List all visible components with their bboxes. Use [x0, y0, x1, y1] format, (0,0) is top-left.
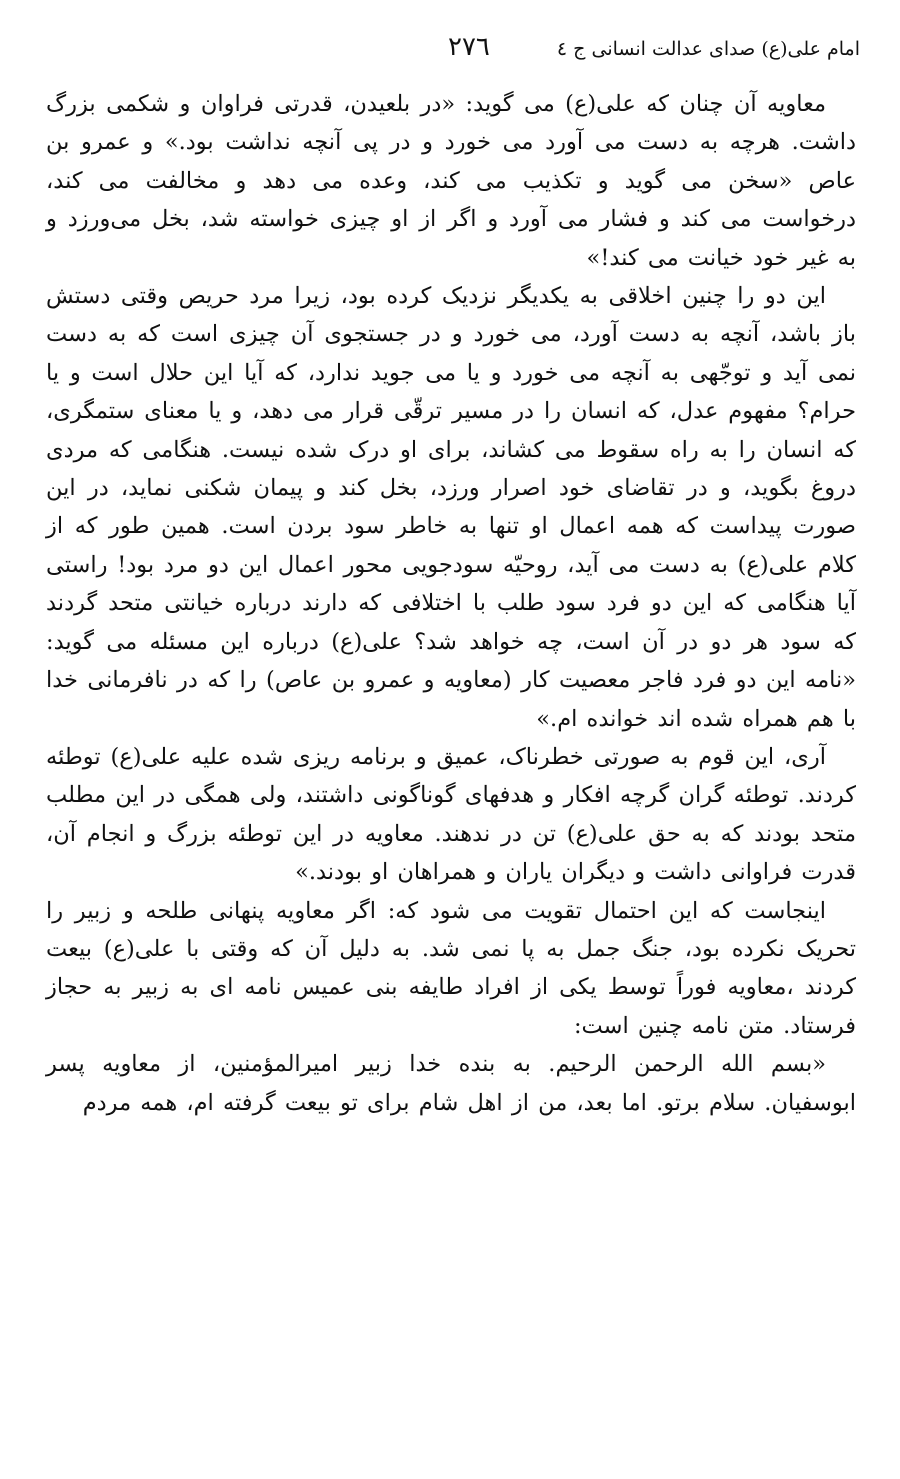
- page-number: ٢٧٦: [448, 32, 490, 62]
- paragraph-1: معاویه آن چنان که علی(ع) می گوید: «در بلعیدن، قدرتی فراوان و شکمی بزرگ داشت. هرچه به دست می آورد می خورد و در پی آنچه نداشت بود.» و عمرو بن عاص «سخن می گوید و تکذیب می کند، وعده می دهد و مخالفت می کند، درخواست می کند و فشار می آورد و اگر از او چیزی خواسته شد، بخل می‌ورزد و به غیر خود خیانت می کند!»: [46, 91, 856, 271]
- paragraph-4: اینجاست که این احتمال تقویت می شود که: اگر معاویه پنهانی طلحه و زبیر را تحریک نکرده بود، جنگ جمل به پا نمی شد. به دلیل آن که وقتی با علی(ع) بیعت کردند ،معاویه فوراً توسط یکی از افراد طایفه بنی عمیس نامه ای به زبیر به حجاز فرستاد. متن نامه چنین است:: [46, 897, 856, 1039]
- running-title: امام علی(ع) صدای عدالت انسانی ج ٤: [556, 38, 860, 60]
- paragraph-3: آری، این قوم به صورتی خطرناک، عمیق و برنامه ریزی شده علیه علی(ع) توطئه کردند. توطئه گران گرچه افکار و هدفهای گوناگونی داشتند، ولی همگی در این مطلب متحد بودند که به حق علی(ع) تن در ندهند. معاویه در این توطئه بزرگ و انجام آن، قدرت فراوانی داشت و دیگران یاران و همراهان او بودند.»: [46, 743, 856, 886]
- paragraph-2: این دو را چنین اخلاقی به یکدیگر نزدیک کرده بود، زیرا مرد حریص وقتی دستش باز باشد، آنچه به دست آورد، می خورد و در جستجوی آن چیزی است که به دست نمی آید و توجّهی به آنچه می خورد و یا می جوید ندارد، که آیا این حلال است و یا حرام؟ مفهوم عدل، که انسان را در مسیر ترقّی قرار می دهد، و یا معنای ستمگری، که انسان را به راه سقوط می کشاند، برای او درک شده نیست. هنگامی که مردی دروغ بگوید، و در تقاضای خود اصرار ورزد، بخل کند و پیمان شکنی نماید، در این صورت پیداست که همه اعمال او تنها به خاطر سود بردن است. همین طور که از کلام علی(ع) به دست می آید، روحیّه سودجویی محور اعمال این دو مرد بود! راستی آیا هنگامی که این دو فرد سود طلب با اختلافی که دارند درباره خیانتی متحد گردند که سود هر دو در آن است، چه خواهد شد؟ علی(ع) درباره این مسئله می گوید: «نامه این دو فرد فاجر معصیت کار (معاویه و عمرو بن عاص) را که در نافرمانی خدا با هم همراه شده اند خوانده ام.»: [46, 283, 856, 732]
- paragraph-5: «بسم الله الرحمن الرحیم. به بنده خدا زبیر امیرالمؤمنین، از معاویه پسر ابوسفیان. سلام برتو. اما بعد، من از اهل شام برای تو بیعت گرفته ام، همه مردم: [46, 1051, 856, 1116]
- body-text: [46, 85, 856, 1122]
- page-header: [48, 30, 860, 70]
